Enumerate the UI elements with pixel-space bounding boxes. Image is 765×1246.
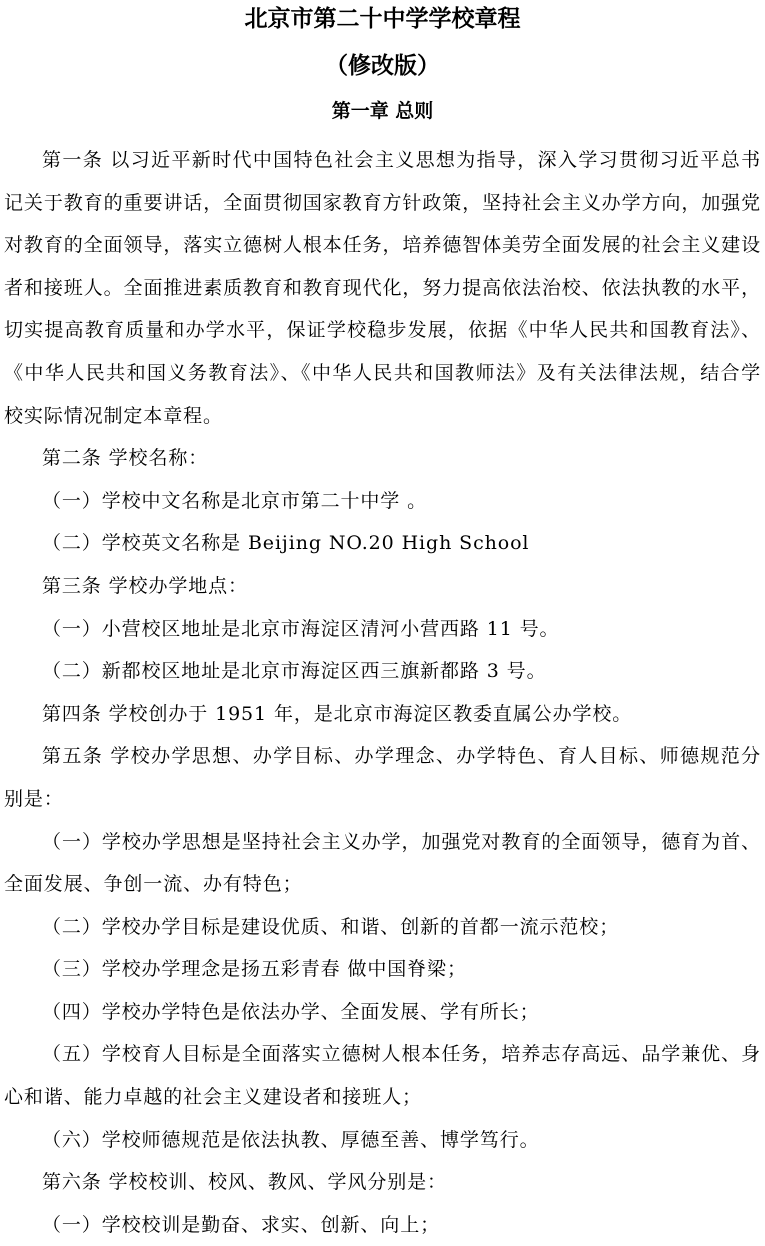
article-5-item-4: （四）学校办学特色是依法办学、全面发展、学有所长； <box>42 1000 540 1023</box>
article-2-paragraph: 第二条 学校名称： <box>42 447 209 470</box>
article-5-item-2: （二）学校办学目标是建设优质、和谐、创新的首都一流示范校； <box>42 915 620 938</box>
article-6-paragraph: 第六条 学校校训、校风、教风、学风分别是： <box>42 1171 447 1194</box>
chapter-heading: 第一章 总则 <box>331 100 434 122</box>
article-1-paragraph: 第一条 以习近平新时代中国特色社会主义思想为指导，深入学习贯彻习近平总书记关于教育的重要讲话，全面贯彻国家教育方针政策，坚持社会主义办学方向，加强党对教育的全面领导，落实立德树人根本任务，培养德智体美劳全面发展的社会主义建设者和接班人。全面推进素质教育和教育现代化，努力提高依法治校、依法执教的水平，切实提高教育质量和办学水平，保证学校稳步发展，依据《中华人民共和国教育法》、《中华人民共和国义务教育法》、《中华人民共和国教师法》及有关法律法规，结合学校实际情况制定本章程。 <box>4 149 761 427</box>
article-2-item-1: （一）学校中文名称是北京市第二十中学 。 <box>42 489 428 512</box>
document-subtitle: （修改版） <box>325 53 440 79</box>
article-4-paragraph: 第四条 学校创办于 1951 年，是北京市海淀区教委直属公办学校。 <box>42 702 633 725</box>
article-5-item-3: （三）学校办学理念是扬五彩青春 做中国脊梁； <box>42 958 467 981</box>
article-2-item-2: （二）学校英文名称是 Beijing NO.20 High School <box>42 532 530 555</box>
article-5-paragraph: 第五条 学校办学思想、办学目标、办学理念、办学特色、育人目标、师德规范分别是： <box>4 745 761 810</box>
article-5-item-6: （六）学校师德规范是依法执教、厚德至善、博学笃行。 <box>42 1128 540 1151</box>
article-5-item-1: （一）学校办学思想是坚持社会主义办学，加强党对教育的全面领导，德育为首、全面发展、争创一流、办有特色； <box>4 830 761 896</box>
document-body <box>4 139 761 1246</box>
article-5-item-5: （五）学校育人目标是全面落实立德树人根本任务，培养志存高远、品学兼优、身心和谐、能力卓越的社会主义建设者和接班人； <box>4 1043 761 1109</box>
article-6-item-1: （一）学校校训是勤奋、求实、创新、向上； <box>42 1213 441 1236</box>
article-3-paragraph: 第三条 学校办学地点： <box>42 574 248 597</box>
article-3-item-2: （二）新都校区地址是北京市海淀区西三旗新都路 3 号。 <box>42 660 547 683</box>
document-title: 北京市第二十中学学校章程 <box>244 6 521 32</box>
article-3-item-1: （一）小营校区地址是北京市海淀区清河小营西路 11 号。 <box>42 617 560 640</box>
